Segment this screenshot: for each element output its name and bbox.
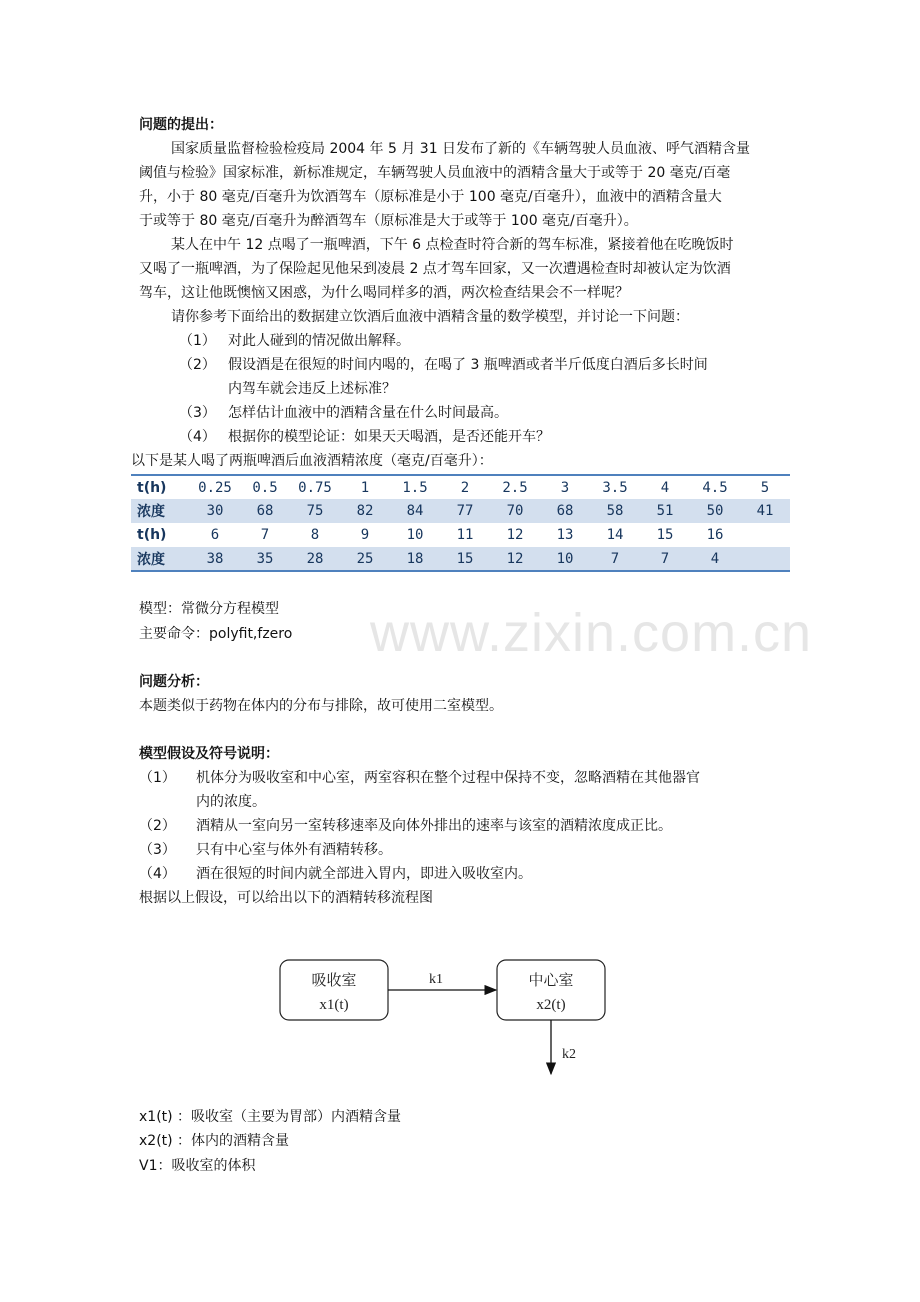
table-row [131,499,790,523]
table-cell: 14 [606,527,624,543]
question-number: （2） [179,357,216,373]
story-line: 又喝了一瓶啤酒，为了保险起见他呆到凌晨 2 点才驾车回家，又一次遭遇检查时却被认定为饮酒 [139,261,731,277]
symbol-definition: x2(t) ：体内的酒精含量 [139,1133,290,1149]
table-cell: 77 [456,503,474,519]
assumption-number: （3） [139,842,176,858]
table-cell [740,547,790,571]
question-number: （3） [179,405,216,421]
table-cell: 25 [356,550,374,567]
table-cell: 8 [310,527,320,543]
central-compartment-var: x2(t) [536,997,566,1013]
assumption-text: 内的浓度。 [196,794,266,810]
assumptions-title: 模型假设及符号说明： [139,746,279,762]
table-cell: 75 [306,503,324,519]
table-cell [740,523,790,547]
table-cell: 0.25 [198,479,232,496]
story-line: 驾车，这让他既懊恼又困惑，为什么喝同样多的酒，两次检查结果会不一样呢？ [139,285,629,301]
table-cell: 3 [560,479,570,496]
watermark: www.zixin.com.cn [370,603,813,663]
task-line: 请你参考下面给出的数据建立饮酒后血液中酒精含量的数学模型，并讨论一下问题： [171,309,689,325]
table-cell: 18 [406,550,424,567]
table-cell: 5 [760,479,770,496]
table-cell: 16 [706,527,724,543]
question-text: 假设酒是在很短的时间内喝的，在喝了 3 瓶啤酒或者半斤低度白酒后多长时间 [228,357,708,373]
assumption-text: 只有中心室与体外有酒精转移。 [196,842,392,858]
model-line: 模型：常微分方程模型 [139,601,279,617]
table-cell: 2.5 [502,479,528,496]
table-cell: 10 [406,527,424,543]
table-cell: 3.5 [602,479,628,496]
intro-line: 升，小于 80 毫克/百毫升为饮酒驾车（原标准是小于 100 毫克/百毫升），血液中的酒精含量大 [139,189,722,205]
intro-line: 于或等于 80 毫克/百毫升为醉酒驾车（原标准是大于或等于 100 毫克/百毫升）。 [139,213,638,229]
table-cell: 30 [206,503,224,519]
table-cell: 38 [206,550,224,567]
table-cell: 4 [660,479,670,496]
question-text: 怎样估计血液中的酒精含量在什么时间最高。 [228,405,508,421]
table-cell: 10 [556,550,574,567]
question-text: 对此人碰到的情况做出解释。 [228,333,410,349]
absorption-compartment-title: 吸收室 [311,973,357,989]
table-cell: 12 [506,550,524,567]
symbol-definition: V1：吸收室的体积 [139,1158,256,1174]
intro-line: 阈值与检验》国家标准，新标准规定，车辆驾驶人员血液中的酒精含量大于或等于 20 毫克/百毫 [139,165,731,181]
elimination-rate-label-k2: k2 [562,1047,576,1062]
table-cell: 12 [506,527,524,543]
row-header: t(h) [137,527,167,543]
assumption-text: 酒在很短的时间内就全部进入胃内，即进入吸收室内。 [196,866,532,882]
table-cell: 35 [256,550,274,567]
table-cell: 0.5 [252,479,278,496]
transfer-rate-label-k1: k1 [429,972,443,987]
table-cell: 15 [656,527,674,543]
intro-line: 国家质量监督检验检疫局 2004 年 5 月 31 日发布了新的《车辆驾驶人员血液、呼气酒精含量 [171,141,751,157]
question-number: （4） [179,429,216,445]
table-caption: 以下是某人喝了两瓶啤酒后血液酒精浓度（毫克/百毫升）： [131,453,493,469]
table-cell: 0.75 [298,479,332,496]
symbol-definition: x1(t) ：吸收室（主要为胃部）内酒精含量 [139,1109,402,1125]
analysis-text: 本题类似于药物在体内的分布与排除，故可使用二室模型。 [139,698,503,714]
question-text: 内驾车就会违反上述标准？ [228,381,396,397]
row-header: t(h) [137,479,167,496]
command-line: 主要命令：polyfit,fzero [139,626,293,642]
table-cell: 1.5 [402,479,428,496]
table-cell: 4 [710,550,720,567]
assumption-text: 机体分为吸收室和中心室，两室容积在整个过程中保持不变，忽略酒精在其他器官 [196,770,700,786]
concentration-table [131,474,790,572]
table-row [131,475,790,499]
question-text: 根据你的模型论证：如果天天喝酒，是否还能开车？ [228,429,550,445]
central-compartment-title: 中心室 [528,973,574,989]
assumption-text: 酒精从一室向另一室转移速率及向体外排出的速率与该室的酒精浓度成正比。 [196,818,672,834]
table-cell: 82 [356,503,374,519]
flow-intro: 根据以上假设，可以给出以下的酒精转移流程图 [139,890,433,906]
table-row [131,523,790,547]
table-cell: 7 [610,550,620,567]
table-cell: 11 [456,527,474,543]
table-cell: 9 [360,527,370,543]
table-cell: 6 [210,527,220,543]
assumption-number: （2） [139,818,176,834]
table-cell: 4.5 [702,479,728,496]
assumption-number: （4） [139,866,176,882]
section-title: 问题的提出： [139,117,223,133]
alcohol-transfer-diagram [270,950,630,1080]
question-number: （1） [179,333,216,349]
table-cell: 58 [606,503,624,519]
table-cell: 28 [306,550,324,567]
table-cell: 2 [460,479,470,496]
story-line: 某人在中午 12 点喝了一瓶啤酒，下午 6 点检查时符合新的驾车标准，紧接着他在吃晚饭时 [171,237,734,253]
row-header: 浓度 [137,551,165,568]
row-header: 浓度 [137,504,165,520]
table-cell: 7 [260,527,270,543]
table-cell: 51 [656,503,674,519]
table-cell: 7 [660,550,670,567]
table-cell: 84 [406,503,424,519]
table-cell: 68 [256,503,274,519]
analysis-title: 问题分析： [139,674,209,690]
absorption-compartment-var: x1(t) [319,997,349,1013]
table-cell: 70 [506,503,524,519]
assumption-number: （1） [139,770,176,786]
table-row [131,547,790,571]
table-cell: 15 [456,550,474,567]
table-cell: 41 [756,503,774,519]
table-cell: 1 [360,479,370,496]
table-cell: 50 [706,503,724,519]
table-cell: 68 [556,503,574,519]
table-cell: 13 [556,527,574,543]
